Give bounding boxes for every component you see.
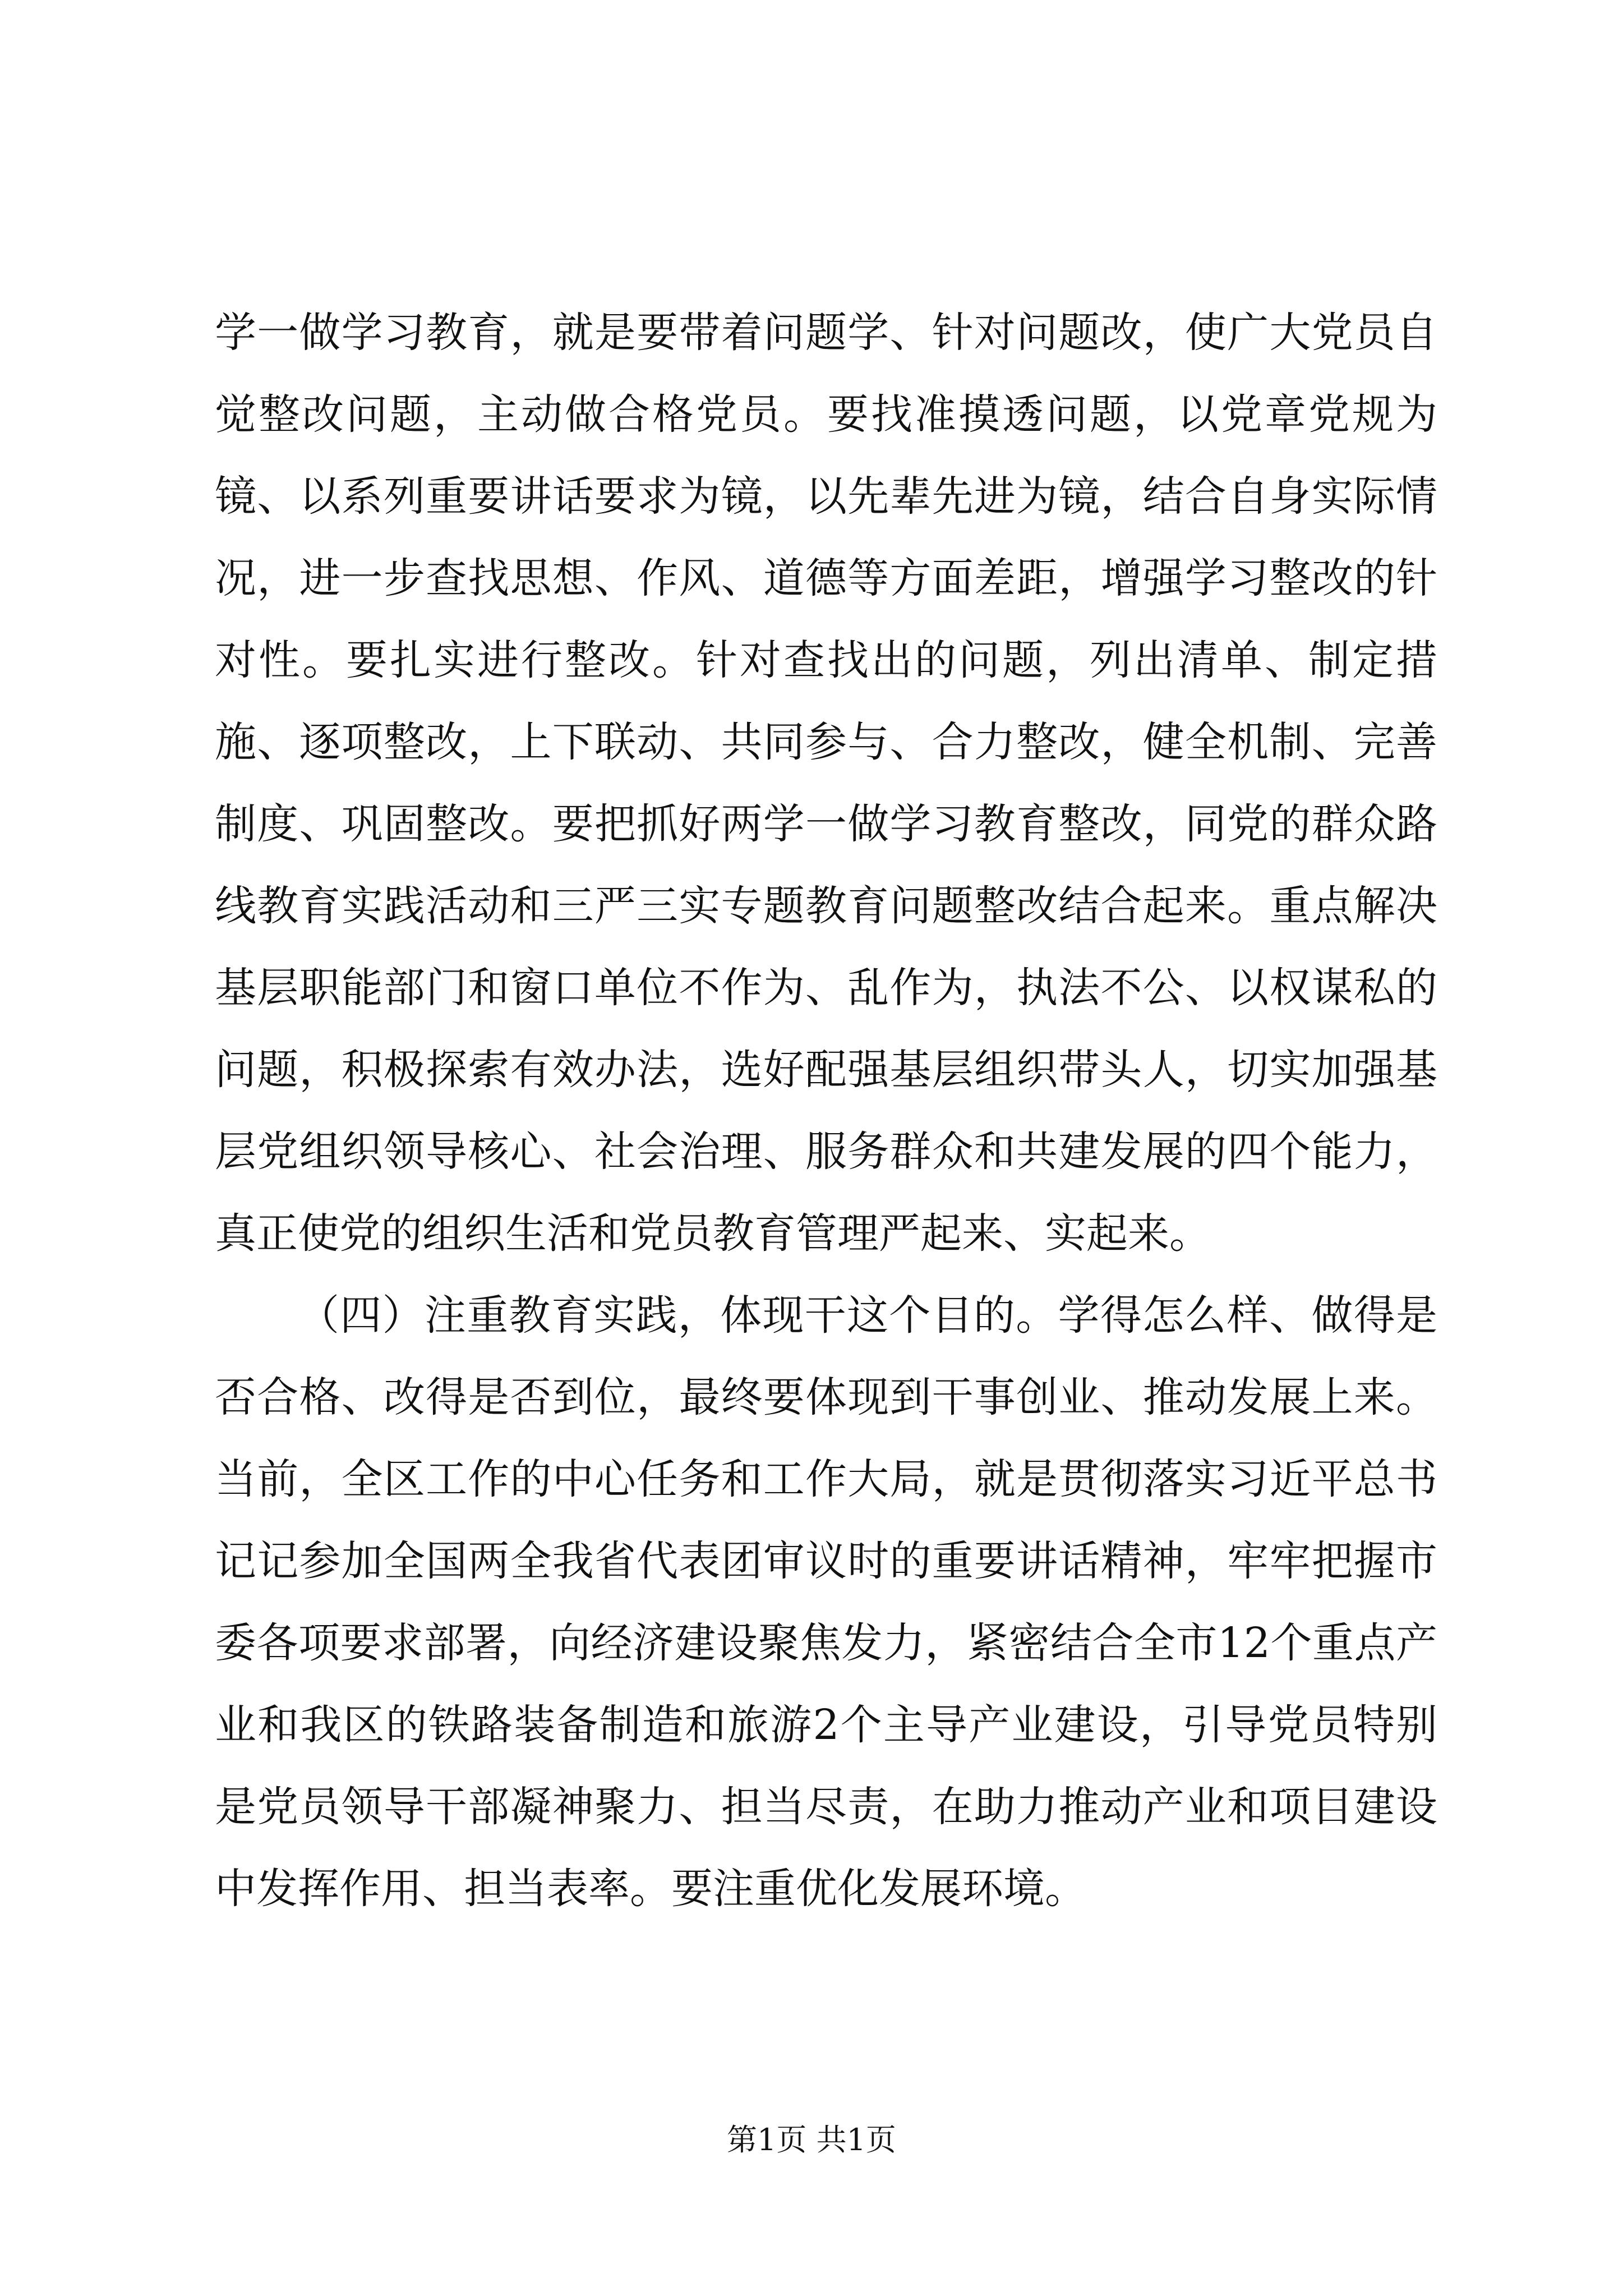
paragraph-2: （四）注重教育实践，体现干这个目的。学得怎么样、做得是否合格、改得是否到位，最终要体现到干事创业、推动发展上来。当前，全区工作的中心任务和工作大局，就是贯彻落实习近平总书记记参加全国两全我省代表团审议时的重要讲话精神，牢牢把握市委各项要求部署，向经济建设聚焦发力，紧密结合全市12个重点产业和我区的铁路装备制造和旅游2个主导产业建设，引导党员特别是党员领导干部凝神聚力、担当尽责，在助力推动产业和项目建设中发挥作用、担当表率。要注重优化发展环境。 [215, 1291, 1437, 1913]
document-body [215, 292, 1437, 1930]
page-footer: 第1页 共1页 [727, 2122, 896, 2157]
paragraph-1: 学一做学习教育，就是要带着问题学、针对问题改，使广大党员自觉整改问题，主动做合格党员。要找准摸透问题，以党章党规为镜、以系列重要讲话要求为镜，以先辈先进为镜，结合自身实际情况，进一步查找思想、作风、道德等方面差距，增强学习整改的针对性。要扎实进行整改。针对查找出的问题，列出清单、制定措施、逐项整改，上下联动、共同参与、合力整改，健全机制、完善制度、巩固整改。要把抓好两学一做学习教育整改，同党的群众路线教育实践活动和三严三实专题教育问题整改结合起来。重点解决基层职能部门和窗口单位不作为、乱作为，执法不公、以权谋私的问题，积极探索有效办法，选好配强基层组织带头人，切实加强基层党组织领导核心、社会治理、服务群众和共建发展的四个能力，真正使党的组织生活和党员教育管理严起来、实起来。 [215, 309, 1437, 1258]
